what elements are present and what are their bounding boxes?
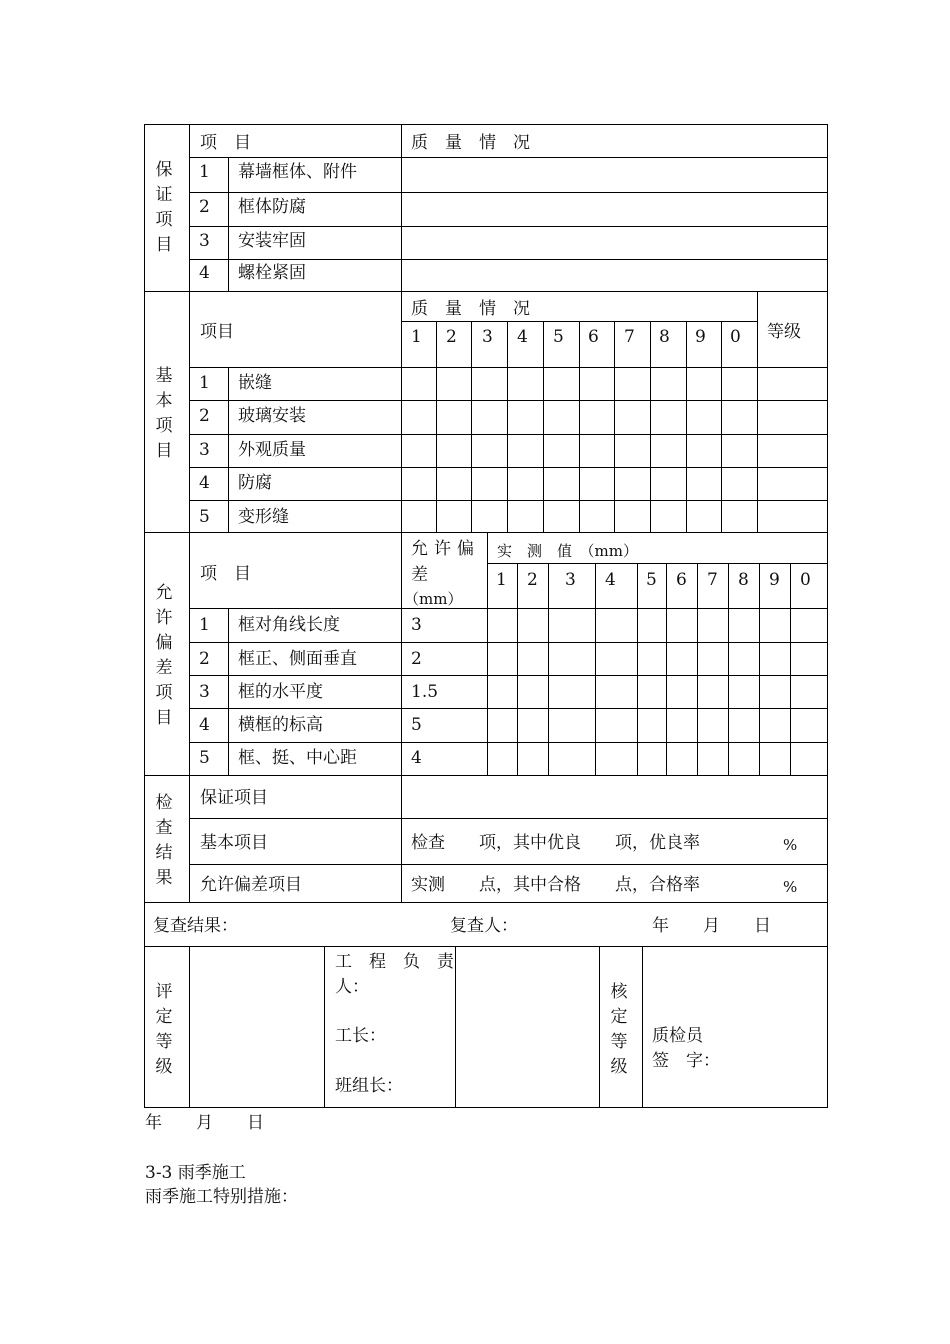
verify-grade-label: 核定等级	[610, 982, 628, 1077]
guarantee-row-name: 幕墙框体、附件	[238, 162, 357, 182]
guarantee-row-name: 螺栓紧固	[238, 263, 306, 283]
guarantee-section-label: 保证项目	[155, 160, 173, 255]
rating-section-label: 评定等级	[155, 982, 173, 1077]
basic-row-name: 玻璃安装	[238, 406, 306, 426]
basic-row-no: 4	[199, 473, 210, 493]
review-date: 年 月 日	[652, 916, 771, 936]
basic-col-num: 1	[411, 327, 422, 347]
guarantee-header-item: 项 目	[200, 133, 251, 153]
tolerance-row-no: 1	[199, 615, 210, 635]
basic-col-num: 9	[695, 327, 706, 347]
tolerance-row-allow: 5	[411, 715, 422, 735]
tolerance-col-num: 5	[646, 570, 657, 590]
inspector-label: 质检员	[652, 1026, 703, 1046]
tolerance-col-num: 6	[676, 570, 687, 590]
engineer-label-cont: 人：	[335, 977, 369, 997]
guarantee-row-name: 框体防腐	[238, 197, 306, 217]
tolerance-row-no: 4	[199, 715, 210, 735]
basic-row-no: 1	[199, 373, 210, 393]
reviewer-label: 复查人：	[450, 916, 518, 936]
guarantee-row-name: 安装牢固	[238, 231, 306, 251]
inspection-row-label: 基本项目	[200, 833, 268, 853]
tolerance-row-no: 5	[199, 748, 210, 768]
tolerance-row-name: 框对角线长度	[238, 615, 340, 635]
tolerance-col-num: 4	[605, 570, 616, 590]
foreman-label: 工长：	[335, 1026, 386, 1046]
tolerance-header-allow-unit: （mm）	[404, 590, 463, 608]
basic-col-num: 3	[482, 327, 493, 347]
guarantee-row-no: 4	[199, 263, 210, 283]
footer-date: 年 月 日	[145, 1113, 264, 1133]
basic-col-num: 4	[517, 327, 528, 347]
review-result-label: 复查结果：	[153, 916, 238, 936]
tolerance-row-allow: 3	[411, 615, 422, 635]
tolerance-row-no: 3	[199, 682, 210, 702]
basic-row-name: 防腐	[238, 473, 272, 493]
basic-row-name: 变形缝	[238, 507, 289, 527]
basic-col-num: 8	[659, 327, 670, 347]
tolerance-col-num: 1	[496, 570, 507, 590]
section-title: 3-3 雨季施工	[145, 1163, 246, 1183]
tolerance-col-num: 7	[707, 570, 718, 590]
inspection-row-pct: %	[783, 836, 798, 854]
tolerance-row-allow: 2	[411, 649, 422, 669]
basic-row-name: 嵌缝	[238, 373, 272, 393]
guarantee-row-no: 1	[199, 162, 210, 182]
tolerance-row-allow: 1.5	[411, 682, 439, 702]
tolerance-col-num: 0	[800, 570, 811, 590]
basic-row-no: 2	[199, 406, 210, 426]
inspection-row-value: 实测 点，其中合格 点，合格率	[411, 875, 700, 895]
basic-header-quality: 质 量 情 况	[411, 299, 530, 319]
basic-col-num: 0	[730, 327, 741, 347]
tolerance-row-name: 框的水平度	[238, 682, 323, 702]
tolerance-col-num: 3	[565, 570, 576, 590]
basic-col-num: 5	[553, 327, 564, 347]
basic-row-no: 3	[199, 440, 210, 460]
inspection-section-label: 检查结果	[155, 793, 173, 888]
basic-section-label: 基本项目	[155, 366, 173, 461]
tolerance-row-allow: 4	[411, 748, 422, 768]
guarantee-row-no: 2	[199, 197, 210, 217]
measures-label: 雨季施工特别措施：	[145, 1187, 298, 1207]
basic-row-name: 外观质量	[238, 440, 306, 460]
tolerance-header-item: 项 目	[200, 564, 251, 584]
tolerance-header-allow: 允许偏	[411, 539, 480, 559]
tolerance-header-measured: 实 测 值 （mm）	[497, 542, 638, 560]
tolerance-header-allow: 差	[411, 565, 428, 585]
tolerance-row-name: 框正、侧面垂直	[238, 649, 357, 669]
tolerance-row-name: 框、挺、中心距	[238, 748, 357, 768]
guarantee-header-quality: 质 量 情 况	[411, 133, 530, 153]
basic-col-num: 2	[446, 327, 457, 347]
basic-col-num: 7	[624, 327, 635, 347]
team-leader-label: 班组长：	[335, 1076, 403, 1096]
inspector-sign-label: 签 字：	[652, 1051, 720, 1071]
inspection-row-label: 允许偏差项目	[200, 875, 302, 895]
tolerance-row-name: 横框的标高	[238, 715, 323, 735]
inspection-row-label: 保证项目	[200, 788, 268, 808]
engineer-label: 工 程 负 责	[335, 952, 454, 972]
tolerance-col-num: 8	[738, 570, 749, 590]
basic-header-grade: 等级	[767, 322, 801, 342]
tolerance-row-no: 2	[199, 649, 210, 669]
guarantee-row-no: 3	[199, 231, 210, 251]
basic-row-no: 5	[199, 507, 210, 527]
basic-col-num: 6	[588, 327, 599, 347]
tolerance-col-num: 9	[769, 570, 780, 590]
inspection-row-value: 检查 项，其中优良 项，优良率	[411, 833, 700, 853]
basic-header-item: 项目	[200, 322, 234, 342]
tolerance-col-num: 2	[527, 570, 538, 590]
tolerance-section-label: 允许偏差项目	[155, 583, 173, 728]
inspection-row-pct: %	[783, 878, 798, 896]
